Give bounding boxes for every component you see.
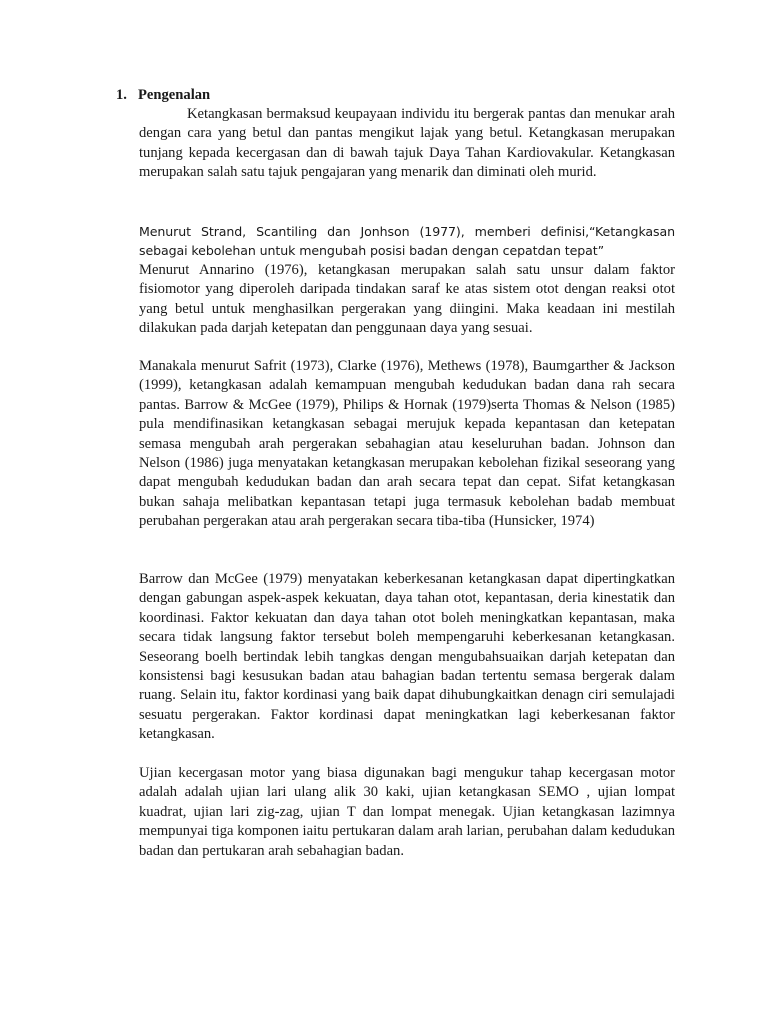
section-title: Pengenalan <box>138 87 211 103</box>
paragraph-safrit: Manakala menurut Safrit (1973), Clarke (1976), Methews (1978), Baumgarther & Jackson (1999), ketangkasan adalah kemampuan mengubah kedudukan badan dana rah secara pantas. Barrow & McGee (1979), Philips & Hornak (1979)serta Thomas & Nelson (1985) pula mendifinasikan ketangkasan sebagai merujuk kepada kepantasan dan ketepatan semasa mengubah arah pergerakan sebahagian atau keseluruhan badan. Johnson dan Nelson (1986) juga menyatakan ketangkasan merupakan kebolehan fizikal seseorang yang dapat mengubah kedudukan badan dan arah secara tepat dan cepat. Sifat ketangkasan bukan sahaja melibatkan kepantasan tetapi juga termasuk kebolehan badab membuat perubahan pergerakan atau arah pergerakan secara tiba-tiba (Hunsicker, 1974) <box>139 358 675 530</box>
paragraph-intro: Ketangkasan bermaksud keupayaan individu itu bergerak pantas dan menukar arah dengan cara yang betul dan pantas mengikut lajak yang betul. Ketangkasan merupakan tunjang kepada kecergasan dan di bawah tajuk Daya Tahan Kardiovakular. Ketangkasan merupakan salah satu tajuk pengajaran yang menarik dan diminati oleh murid. <box>139 106 675 181</box>
section-heading <box>116 86 210 105</box>
paragraph-barrow: Barrow dan McGee (1979) menyatakan keberkesanan ketangkasan dapat dipertingkatkan dengan gabungan aspek-aspek kekuatan, daya tahan otot, kepantasan, deria kinestatik dan koordinasi. Faktor kekuatan dan daya tahan otot boleh meningkatkan kepantasan, maka secara tidak langsung faktor tersebut boleh mempengaruhi keberkesanan ketangkasan. Seseorang boelh bertindak lebih tangkas dengan mengubahsuaikan darjah ketepatan dan konsistensi bagi kesusukan badan atau bahagian badan tertentu semasa bergerak dalam ruang. Selain itu, faktor kordinasi yang baik dapat dihubungkaitkan denagn ciri semulajadi sesuatu pergerakan. Faktor kordinasi dapat meningkatkan lagi keberkesanan faktor ketangkasan. <box>139 571 675 743</box>
paragraph-intro-block <box>139 105 675 183</box>
paragraph-safrit-block <box>139 357 675 532</box>
paragraph-ujian-block <box>139 764 675 861</box>
section-number: 1. <box>116 87 127 103</box>
paragraph-strand-block <box>139 222 675 338</box>
paragraph-annarino: Menurut Annarino (1976), ketangkasan merupakan salah satu unsur dalam faktor fisiomotor yang diperoleh daripada tindakan saraf ke atas sistem otot dengan reaksi otot yang betul untuk menghasilkan pergerakan yang diingini. Maka keadaan ini mestilah dilakukan pada darjah ketepatan dan penggunaan daya yang sesuai. <box>139 261 675 337</box>
paragraph-ujian: Ujian kecergasan motor yang biasa digunakan bagi mengukur tahap kecergasan motor adalah adalah ujian lari ulang alik 30 kaki, ujian ketangkasan SEMO , ujian lompat kuadrat, ujian lari zig-zag, ujian T dan lompat menegak. Ujian ketangkasan lazimnya mempunyai tiga komponen iaitu pertukaran dalam arah larian, perubahan dalam kedudukan badan dan pertukaran arah sebahagian badan. <box>139 765 675 859</box>
paragraph-strand-definition: Menurut Strand, Scantiling dan Jonhson (1977), memberi definisi,“Ketangkasan sebagai kebolehan untuk mengubah posisi badan dengan cepatdan tepat” <box>139 224 675 259</box>
paragraph-barrow-block <box>139 570 675 745</box>
